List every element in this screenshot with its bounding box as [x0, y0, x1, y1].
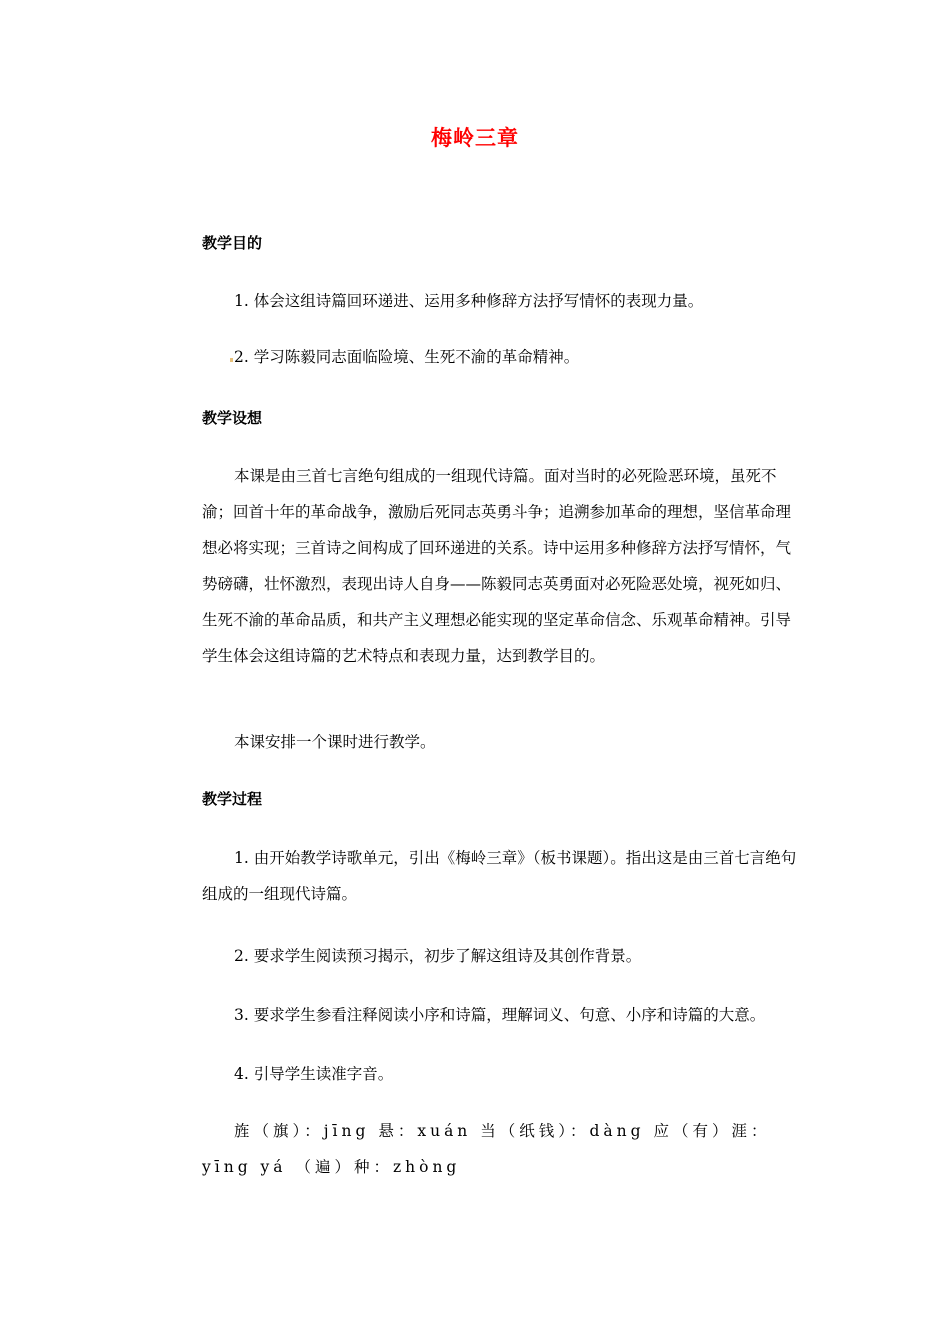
highlight-marker [230, 358, 233, 362]
design-paragraph-2: 本课安排一个课时进行教学。 [234, 733, 436, 751]
process-step-3: 3. 要求学生参看注释阅读小序和诗篇，理解词义、句意、小序和诗篇的大意。 [234, 1006, 766, 1024]
goal-item-2-row [230, 346, 579, 368]
goal-item-2: 2. 学习陈毅同志面临险境、生死不渝的革命精神。 [234, 348, 580, 366]
pronunciation-list: 旌（旗）：jīng 悬：xuán 当（纸钱）：dàng 应（有）涯：yīng yá （遍）种：zhòng [202, 1122, 771, 1176]
section-heading-process: 教学过程 [202, 790, 263, 808]
design-paragraph-1: 本课是由三首七言绝句组成的一组现代诗篇。面对当时的必死险恶环境，虽死不渝；回首十年的革命战争，激励后死同志英勇斗争；追溯参加革命的理想，坚信革命理想必将实现；三首诗之间构成了回环递进的关系。诗中运用多种修辞方法抒写情怀，气势磅礴，壮怀激烈，表现出诗人自身——陈毅同志英勇面对必死险恶处境，视死如归、生死不渝的革命品质，和共产主义理想必能实现的坚定革命信念、乐观革命精神。引导学生体会这组诗篇的艺术特点和表现力量，达到教学目的。 [202, 467, 792, 665]
process-step-2: 2. 要求学生阅读预习揭示，初步了解这组诗及其创作背景。 [234, 947, 642, 965]
page-title: 梅岭三章 [431, 126, 519, 150]
process-step-4: 4. 引导学生读准字音。 [234, 1065, 394, 1083]
section-heading-goals: 教学目的 [202, 234, 263, 252]
process-step-1: 1. 由开始教学诗歌单元，引出《梅岭三章》（板书课题）。指出这是由三首七言绝句组成的一组现代诗篇。 [202, 849, 797, 903]
goal-item-1: 1. 体会这组诗篇回环递进、运用多种修辞方法抒写情怀的表现力量。 [234, 292, 704, 310]
section-heading-design: 教学设想 [202, 409, 263, 427]
